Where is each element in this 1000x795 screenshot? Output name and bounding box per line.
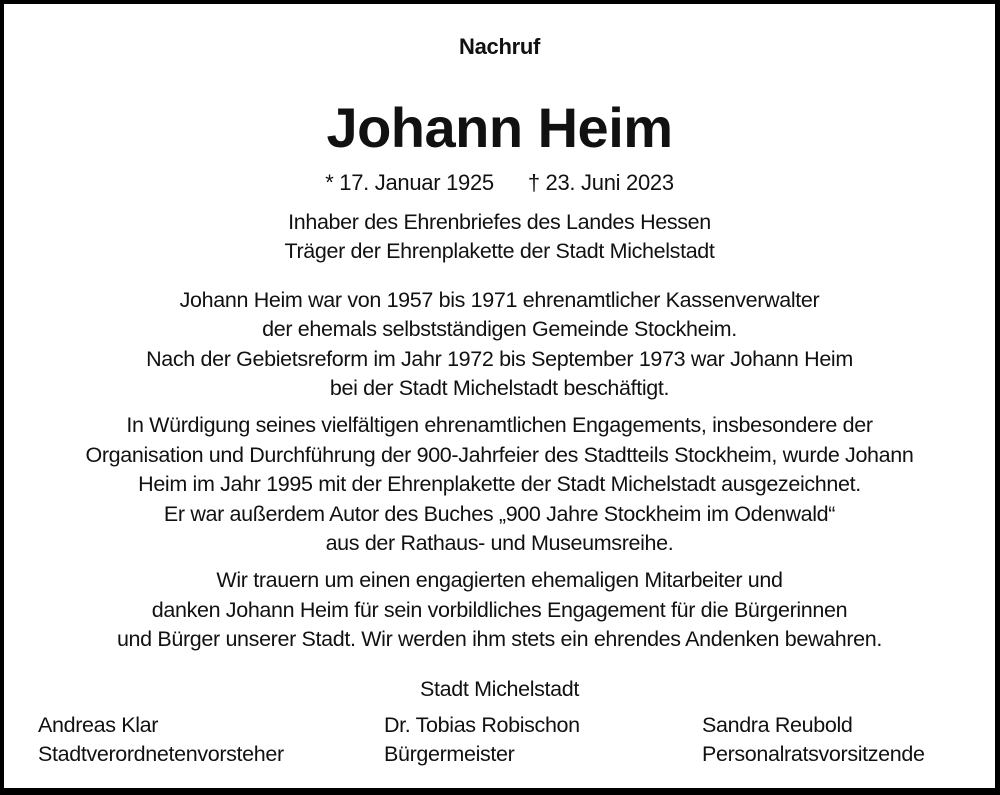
paragraph-line: In Würdigung seines vielfältigen ehrenamtlichen Engagements, insbesondere der xyxy=(126,413,873,437)
paragraph-line: bei der Stadt Michelstadt beschäftigt. xyxy=(329,376,670,400)
organization-name: Stadt Michelstadt xyxy=(420,677,579,701)
paragraph-line: Wir trauern um einen engagierten ehemaligen Mitarbeiter und xyxy=(216,568,783,592)
paragraph-line: und Bürger unserer Stadt. Wir werden ihm stets ein ehrendes Andenken bewahren. xyxy=(116,627,883,651)
signatory-name: Sandra Reubold xyxy=(702,713,853,737)
honor-line: Träger der Ehrenplakette der Stadt Michelstadt xyxy=(284,239,715,263)
birth-date: * 17. Januar 1925 xyxy=(325,170,494,195)
paragraph-line: aus der Rathaus- und Museumsreihe. xyxy=(325,531,674,555)
signatory xyxy=(384,711,580,769)
paragraph-line: Er war außerdem Autor des Buches „900 Jahre Stockheim im Odenwald“ xyxy=(163,502,836,526)
paragraph-line: der ehemals selbstständigen Gemeinde Stockheim. xyxy=(262,317,737,341)
paragraph-line: Heim im Jahr 1995 mit der Ehrenplakette der Stadt Michelstadt ausgezeichnet. xyxy=(138,472,861,496)
signatory-name: Dr. Tobias Robischon xyxy=(384,713,580,737)
honor-line: Inhaber des Ehrenbriefes des Landes Hessen xyxy=(288,210,711,234)
paragraph-line: danken Johann Heim für sein vorbildliches Engagement für die Bürgerinnen xyxy=(151,598,848,622)
signatory-title: Stadtverordnetenvorsteher xyxy=(38,742,284,766)
signatory xyxy=(702,711,925,769)
deceased-name: Johann Heim xyxy=(326,96,673,159)
signatory-name: Andreas Klar xyxy=(38,713,159,737)
life-dates xyxy=(4,170,995,196)
signatory-title: Personalratsvorsitzende xyxy=(702,742,925,766)
paragraph-line: Johann Heim war von 1957 bis 1971 ehrenamtlicher Kassenverwalter xyxy=(179,288,820,312)
signatory xyxy=(38,711,284,769)
paragraph-line: Organisation und Durchführung der 900-Jahrfeier des Stadtteils Stockheim, wurde Johann xyxy=(85,443,914,467)
signatory-title: Bürgermeister xyxy=(384,742,515,766)
death-date: † 23. Juni 2023 xyxy=(527,170,674,195)
notice-type-label: Nachruf xyxy=(458,34,541,59)
paragraph-line: Nach der Gebietsreform im Jahr 1972 bis September 1973 war Johann Heim xyxy=(146,347,853,371)
